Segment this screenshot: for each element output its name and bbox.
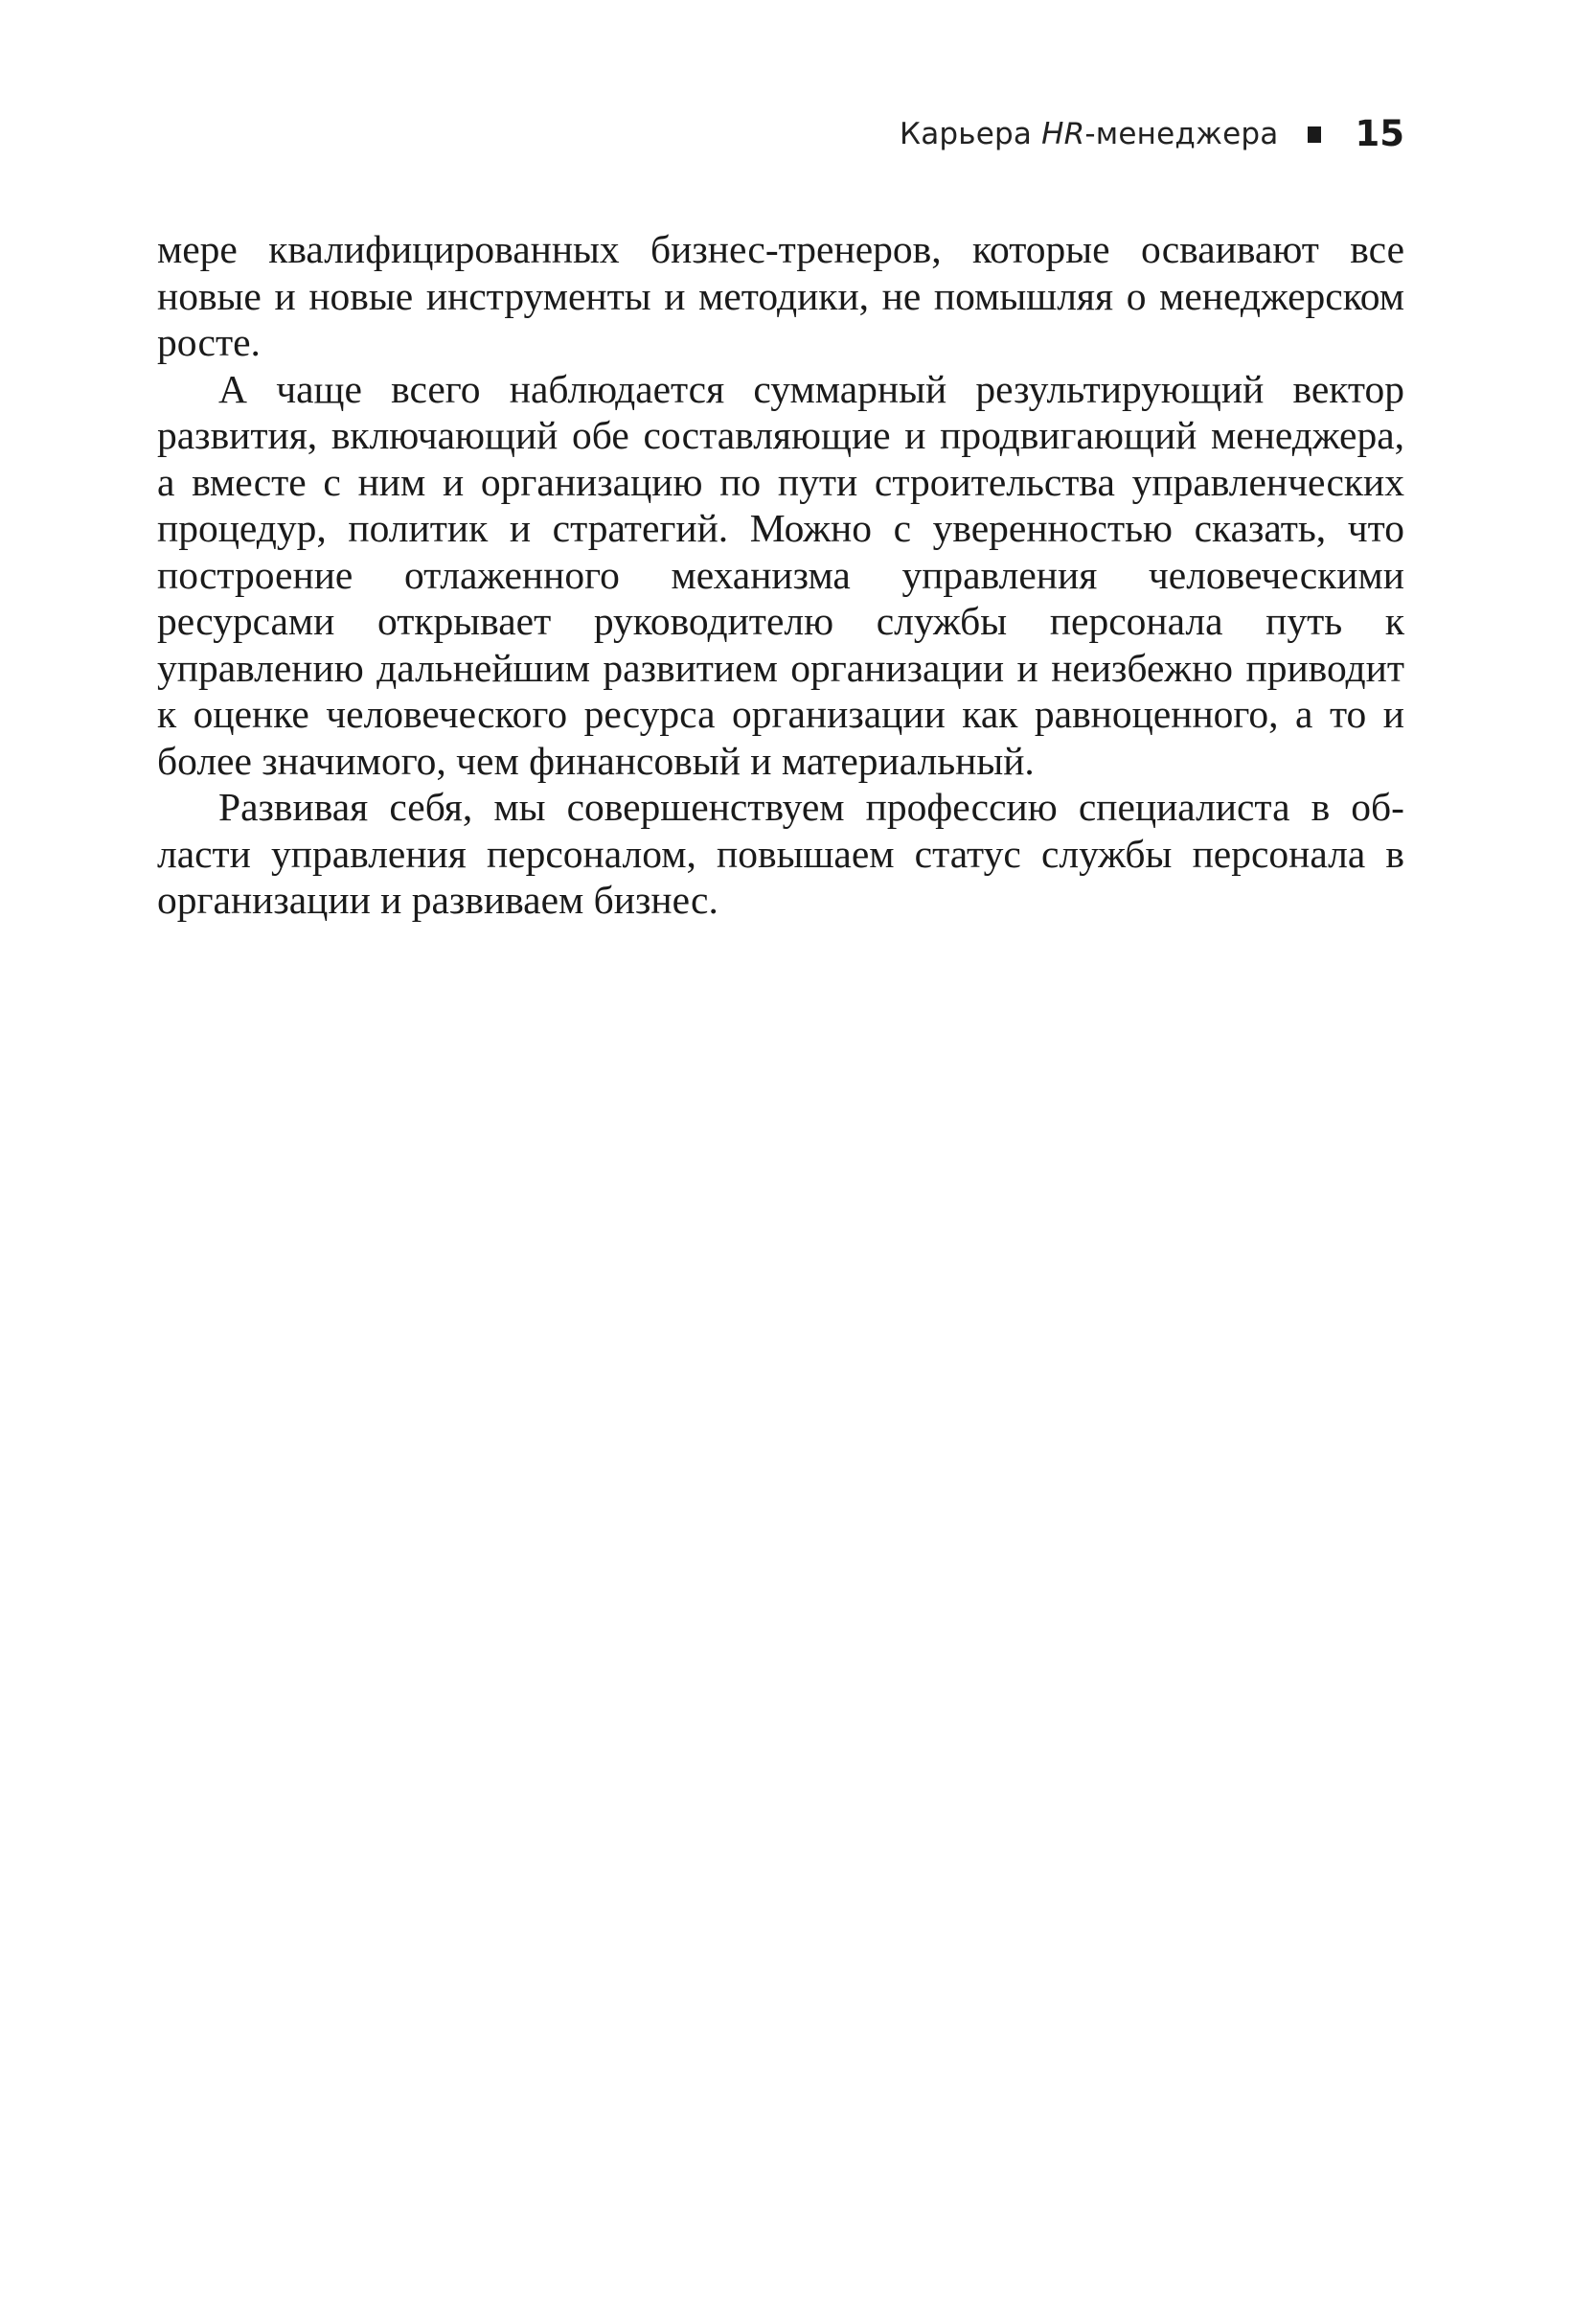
paragraph: Развивая себя, мы совершенствуем профессию специалиста в области управления персоналом, повышаем статус службы персонала в организации и развиваем бизнес.: [157, 785, 1404, 922]
paragraph: А чаще всего наблюдается суммарный результирующий вектор развития, включающий обе составляющие и продвигающий менеджера, а вместе с ним и организацию по пути строительства управленческих процедур, политик и стратегий. Можно с уверенностью сказать, что построение отлаженного механизма управления человеческими ресурсами открывает руководителю службы персонала путь к управлению дальнейшим развитием организации и неизбежно приводит к оценке человеческого ресурса организации как равноценного, а то и более значимого, чем финансовый и материальный.: [157, 366, 1404, 783]
page-number: 15: [1355, 113, 1404, 154]
running-head-title-start: Карьера: [899, 116, 1042, 151]
square-bullet-icon: [1308, 126, 1321, 143]
running-head: [900, 113, 1404, 154]
paragraph-continuation: мере квалифицированных бизнес-тренеров, которые осваивают все новые и новые инструменты и методики, не помышляя о менеджерском росте.: [157, 227, 1404, 364]
body-text: [157, 226, 1404, 924]
running-head-title: [900, 117, 1279, 151]
running-head-title-end: -менеджера: [1084, 116, 1279, 151]
running-head-title-italic: HR: [1041, 116, 1085, 151]
